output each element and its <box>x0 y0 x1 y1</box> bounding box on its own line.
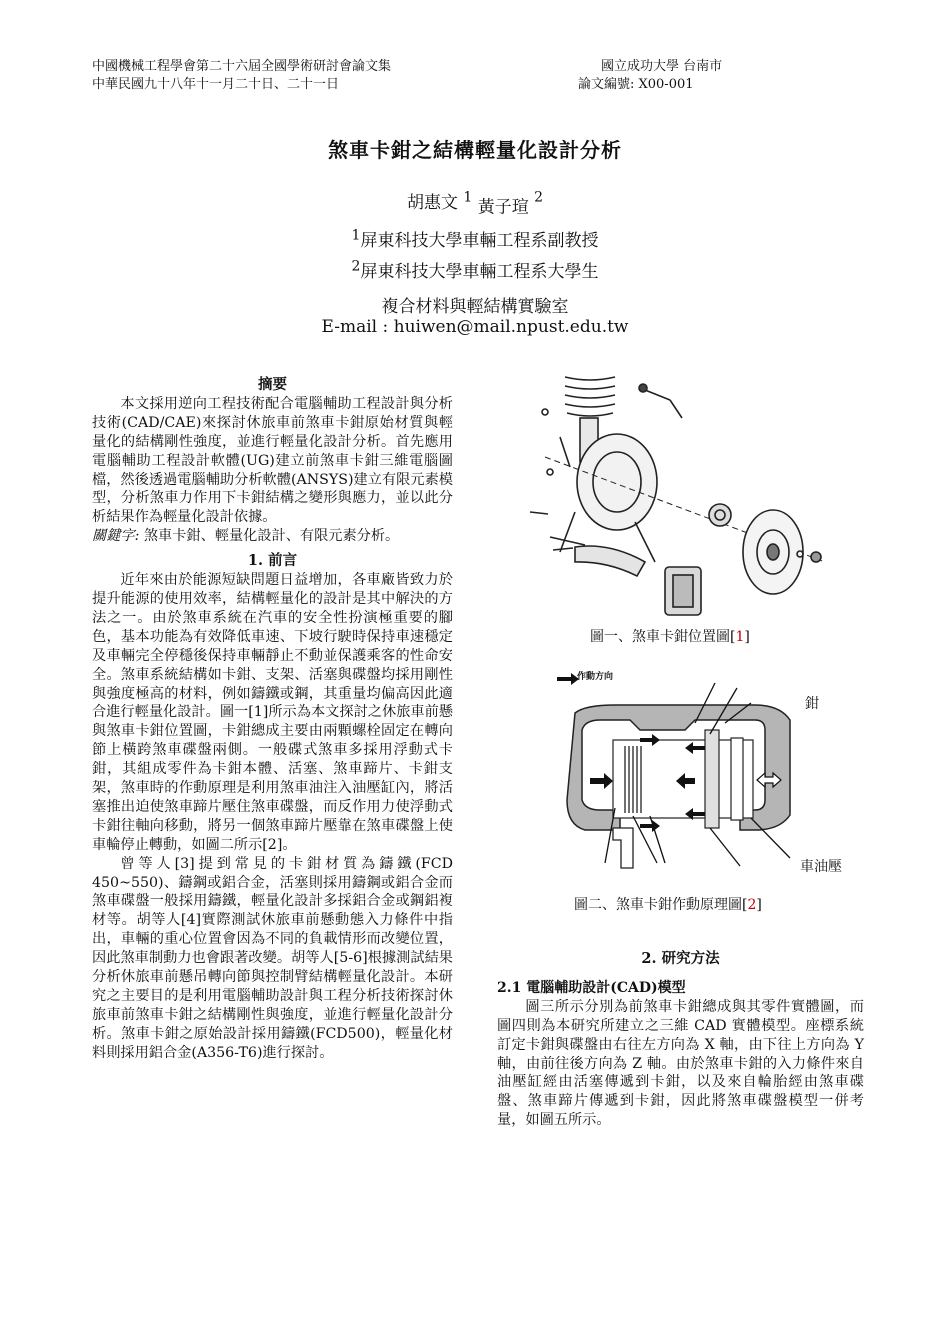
keywords-label: 關鍵字: <box>92 528 140 545</box>
intro-paragraph-2: 曾等人[3]提到常見的卡鉗材質為鑄鐵(FCD 450~550)、鑄鋼或鋁合金，活塞則採用鑄鋼或鋁合金而煞車碟盤一般採用鑄鐵，輕量化設計多採鋁合金或鋼鋁複材等。胡等人[4]實際測試休旅車前懸動態入力條件中指出，車輛的重心位置會因為不同的負載情形而改變位置，因此煞車制動力也會跟著改變。胡等人[5-6]根據測試結果分析休旅車前懸吊轉向節與控制臂結構輕量化設計。本研究之主要目的是利用電腦輔助設計與工程分析技術探討休旅車前煞車卡鉗之結構剛性與強度，並進行輕量化設計分析。煞車卡鉗之原始設計採用鑄鐵(FCD500)，輕量化材料則採用鋁合金(A356-T6)進行探討。 <box>92 855 453 1061</box>
intro-heading: 1. 前言 <box>247 552 298 570</box>
figure-1-caption <box>590 626 750 646</box>
figure-2-caption-ref: 2 <box>747 897 757 913</box>
figure-1-caption-text: 圖一、煞車卡鉗位置圖[ <box>590 629 736 645</box>
keywords-list: 煞車卡鉗、輕量化設計、有限元素分析。 <box>139 528 400 545</box>
right-column <box>497 950 864 1130</box>
figure-1-caption-close: ] <box>744 629 750 645</box>
author-2: 黃子瑄 <box>477 197 529 218</box>
keywords <box>92 527 453 546</box>
figure-2-side-label-top: 鉗 <box>805 696 819 712</box>
header-date: 中華民國九十八年十一月二十日、二十一日 <box>92 77 340 92</box>
authors <box>0 188 950 217</box>
affiliation-1-mark: 1 <box>351 227 361 244</box>
affiliation-1 <box>0 226 950 251</box>
figure-2-side-label-bottom: 車油壓 <box>800 859 842 875</box>
figure-2-caption-close: ] <box>756 897 762 913</box>
figure-2-direction-label: 作動方向 <box>577 672 614 682</box>
intro-paragraph-1: 近年來由於能源短缺問題日益增加，各車廠皆致力於提升能源的使用效率，結構輕量化的設計是其中解決的方法之一。由於煞車系統在汽車的安全性扮演極重要的腳色，基本功能為有效降低車速、下坡行駛時保持車速穩定及車輛完全停穩後保持車輛靜止不動並保護乘客的性命安全。煞車系統結構如卡鉗、支架、活塞與碟盤均採用剛性與強度極高的材料，例如鑄鐵或鋼，其重量均偏高因此適合進行輕量化設計。圖一[1]所示為本文探討之休旅車前懸與煞車卡鉗位置圖，卡鉗總成主要由兩顆螺栓固定在轉向節上橫跨煞車碟盤兩側。一般碟式煞車多採用浮動式卡鉗，其組成零件為卡鉗本體、活塞、煞車蹄片、卡鉗支架，煞車時的作動原理是利用煞車油注入油壓缸內，將活塞推出迫使煞車蹄片壓住煞車碟盤，而反作用力使浮動式卡鉗往軸向移動，將另一個煞車蹄片壓靠在煞車碟盤上使車輪停止轉動，如圖二所示[2]。 <box>92 572 453 853</box>
methods-subheading: 2.1 電腦輔助設計(CAD)模型 <box>497 979 686 996</box>
header-conference-title: 中國機械工程學會第二十六屆全國學術研討會論文集 <box>92 59 392 74</box>
abstract-body: 本文採用逆向工程技術配合電腦輔助工程設計與分析技術(CAD/CAE)來探討休旅車前煞車卡鉗原始材質與輕量化的結構剛性強度，並進行輕量化設計分析。首先應用電腦輔助工程設計軟體(UG)建立前煞車卡鉗三維電腦圖檔，然後透過電腦輔助分析軟體(ANSYS)建立有限元素模型，分析煞車力作用下卡鉗結構之變形與應力，並以此分析結果作為輕量化設計依據。 <box>92 395 453 526</box>
affiliation-2-text: 屏東科技大學車輛工程系大學生 <box>360 262 599 282</box>
lab-name: 複合材料與輕結構實驗室 <box>381 297 569 317</box>
figure-2-caption <box>574 894 762 914</box>
author-2-mark: 2 <box>534 189 544 206</box>
methods-paragraph: 圖三所示分別為前煞車卡鉗總成與其零件實體圖，而圖四則為本研究所建立之三維 CAD 實體模型。座標系統訂定卡鉗與碟盤由右往左方向為 X 軸，由下往上方向為 Y 軸，由前往後方向為 Z 軸。由於煞車卡鉗的入力條件來自油壓缸經由活塞傳遞到卡鉗，以及來自輪胎經由煞車碟盤、煞車蹄片傳遞到卡鉗，因此將煞車碟盤模型一併考量，如圖五所示。 <box>497 998 864 1129</box>
figure-2-caption-text: 圖二、煞車卡鉗作動原理圖[ <box>574 897 748 913</box>
header-paper-number: 論文編號: X00-001 <box>578 77 694 92</box>
email: E-mail : huiwen@mail.npust.edu.tw <box>321 317 629 337</box>
figure-1-suspension-drawing <box>525 372 835 622</box>
figure-2-caliper-principle <box>555 668 800 873</box>
figure-1-caption-ref: 1 <box>735 629 745 645</box>
author-1: 胡惠文 <box>406 193 458 213</box>
author-1-mark: 1 <box>463 189 473 206</box>
left-column <box>92 376 453 1063</box>
methods-heading: 2. 研究方法 <box>641 950 720 967</box>
abstract-heading: 摘要 <box>258 376 287 393</box>
header-venue: 國立成功大學 台南市 <box>601 59 723 74</box>
paper-title: 煞車卡鉗之結構輕量化設計分析 <box>328 138 622 162</box>
affiliation-1-text: 屏東科技大學車輛工程系副教授 <box>360 231 599 251</box>
affiliation-2 <box>0 257 950 282</box>
affiliation-2-mark: 2 <box>351 258 361 275</box>
